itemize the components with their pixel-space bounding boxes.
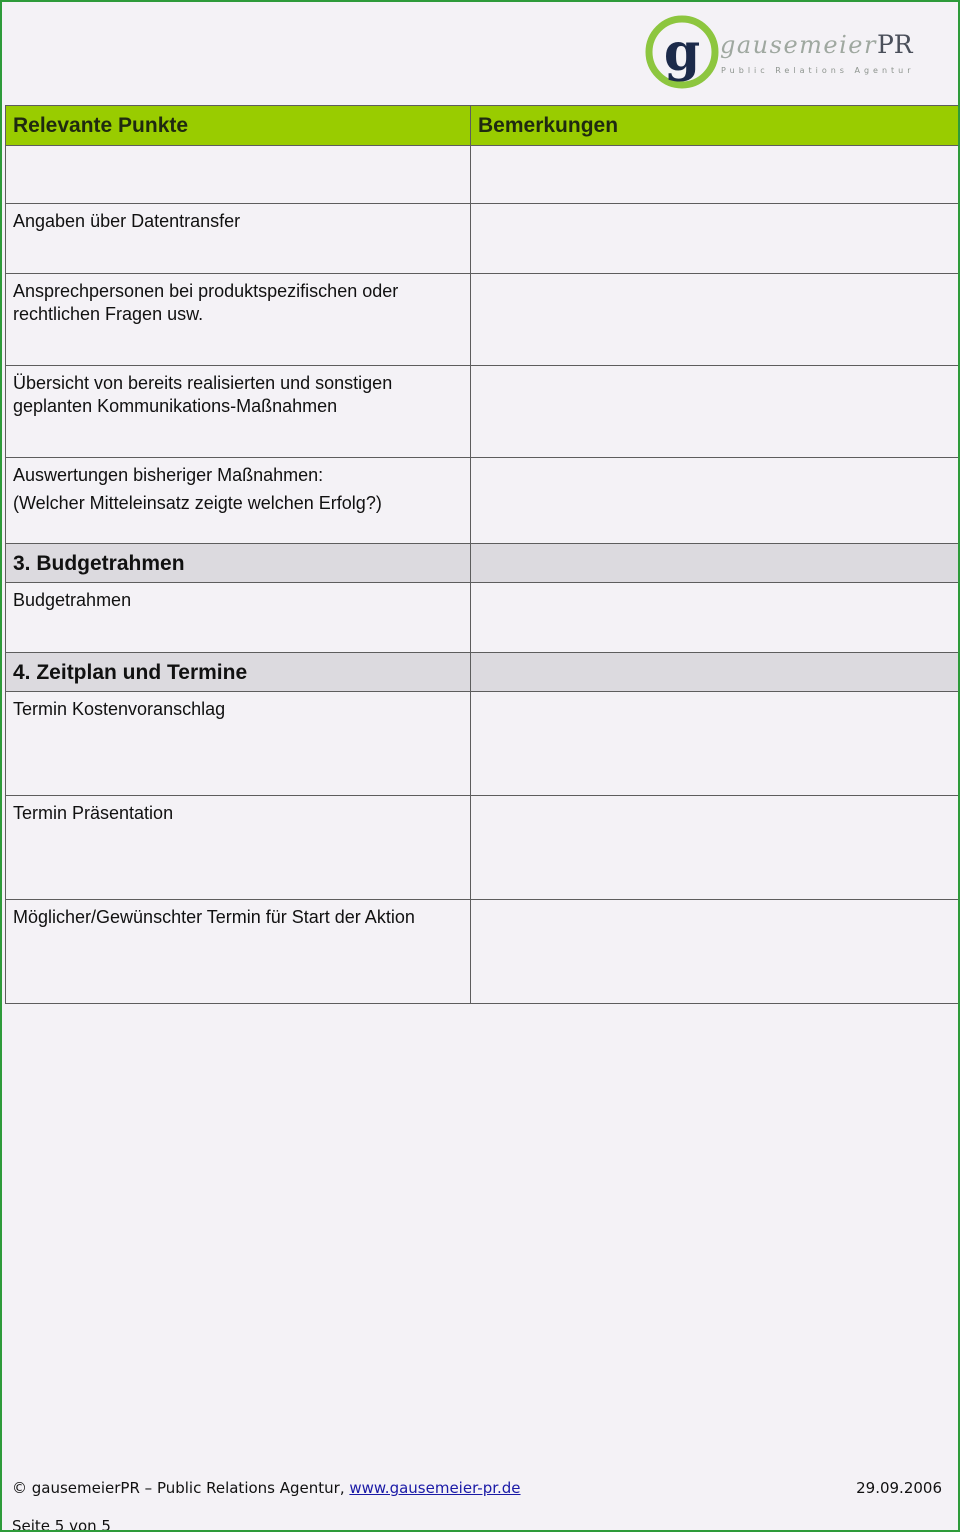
row-label: Angaben über Datentransfer	[6, 204, 471, 274]
footer-website-link[interactable]: www.gausemeier-pr.de	[349, 1479, 521, 1497]
table-row	[6, 274, 959, 366]
company-logo	[644, 14, 944, 94]
row-label: Termin Kostenvoranschlag	[6, 692, 471, 796]
row-remark	[471, 796, 959, 900]
table-row	[6, 458, 959, 544]
row-remark	[471, 204, 959, 274]
row-remark	[471, 458, 959, 544]
svg-text:g: g	[663, 22, 701, 83]
section-blank-cell	[471, 653, 959, 692]
row-label: Termin Präsentation	[6, 796, 471, 900]
header-relevante-punkte: Relevante Punkte	[6, 106, 471, 146]
row-remark	[471, 900, 959, 1004]
table-row	[6, 146, 959, 204]
row-remark	[471, 366, 959, 458]
row-label-continuation: (Welcher Mitteleinsatz zeigte welchen Erfolg?)	[13, 493, 382, 513]
section-title-zeitplan: 4. Zeitplan und Termine	[6, 653, 471, 692]
row-remark	[471, 274, 959, 366]
row-remark	[471, 146, 959, 204]
table-row	[6, 366, 959, 458]
header-bemerkungen: Bemerkungen	[471, 106, 959, 146]
logo-g-mark-icon	[644, 14, 720, 90]
page-number: Seite 5 von 5	[12, 1517, 111, 1532]
section-blank-cell	[471, 544, 959, 583]
row-remark	[471, 692, 959, 796]
table-row	[6, 796, 959, 900]
row-remark	[471, 583, 959, 653]
row-label: Möglicher/Gewünschter Termin für Start der Aktion	[6, 900, 471, 1004]
row-label: Budgetrahmen	[6, 583, 471, 653]
table-row	[6, 204, 959, 274]
table-row	[6, 583, 959, 653]
row-label	[6, 146, 471, 204]
row-label: Übersicht von bereits realisierten und sonstigen geplanten Kommunikations-Maßnahmen	[6, 366, 471, 458]
logo-wordmark	[720, 30, 913, 59]
table-row	[6, 692, 959, 796]
section-header-row	[6, 653, 959, 692]
section-title-budget: 3. Budgetrahmen	[6, 544, 471, 583]
row-label: Auswertungen bisheriger Maßnahmen:	[13, 465, 324, 485]
row-label: Ansprechpersonen bei produktspezifischen oder rechtlichen Fragen usw.	[6, 274, 471, 366]
logo-suffix: PR	[876, 30, 913, 59]
logo-name: gausemeier	[720, 31, 877, 59]
logo-tagline: Public Relations Agentur	[721, 66, 915, 75]
section-header-row	[6, 544, 959, 583]
row-label-multiline	[6, 458, 471, 544]
page-footer	[12, 1479, 942, 1497]
table-header-row	[6, 106, 959, 146]
table-row	[6, 900, 959, 1004]
footer-date: 29.09.2006	[856, 1479, 942, 1497]
checklist-table	[5, 105, 959, 1004]
footer-copyright: © gausemeierPR – Public Relations Agentur,	[12, 1479, 350, 1497]
